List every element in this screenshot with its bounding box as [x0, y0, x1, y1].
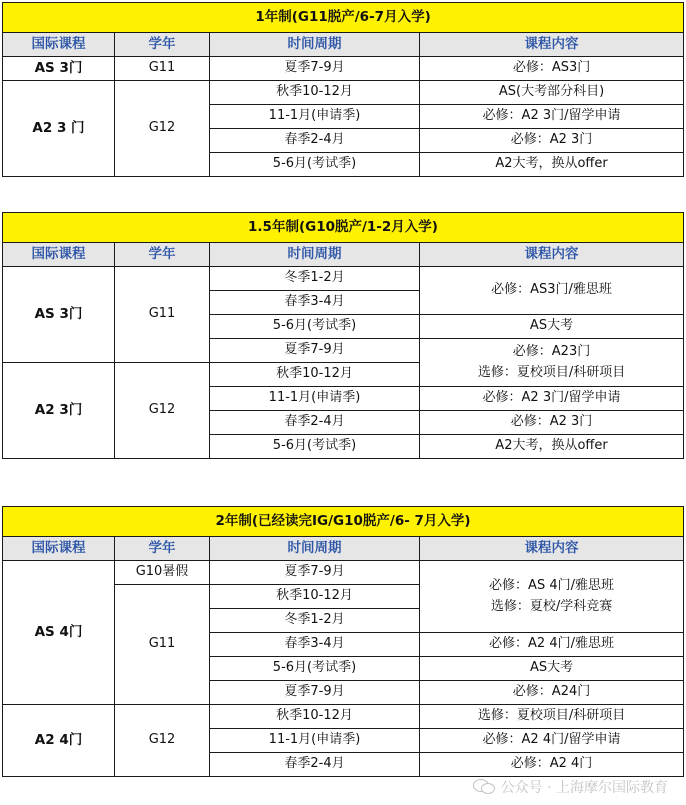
course-cell: AS 4门	[3, 561, 115, 705]
period-cell: 11-1月(申请季)	[210, 387, 420, 411]
header-course: 国际课程	[3, 537, 115, 561]
period-cell: 春季3-4月	[210, 633, 420, 657]
content-line: 选修：夏校项目/科研项目	[477, 364, 626, 380]
year-cell: G11	[115, 267, 210, 363]
content-cell: 必修：A2 3门/留学申请	[420, 387, 684, 411]
period-cell: 夏季7-9月	[210, 561, 420, 585]
year-cell: G12	[115, 363, 210, 459]
period-cell: 春季3-4月	[210, 291, 420, 315]
content-cell: AS(大考部分科目)	[420, 81, 684, 105]
period-cell: 5-6月(考试季)	[210, 435, 420, 459]
year-cell: G11	[115, 57, 210, 81]
header-content: 课程内容	[420, 537, 684, 561]
header-year: 学年	[115, 33, 210, 57]
content-line: 必修：AS 4门/雅思班	[489, 578, 614, 594]
content-cell: 必修：AS3门	[420, 57, 684, 81]
period-cell: 11-1月(申请季)	[210, 105, 420, 129]
content-cell: 必修：A24门	[420, 681, 684, 705]
content-cell	[420, 561, 684, 633]
content-cell: A2大考，换从offer	[420, 435, 684, 459]
year-cell: G12	[115, 81, 210, 177]
section-2	[0, 212, 686, 459]
section-title: 1年制(G11脱产/6-7月入学)	[3, 3, 684, 33]
section-3	[0, 506, 686, 777]
section-1	[0, 2, 686, 177]
content-cell: AS大考	[420, 657, 684, 681]
content-cell: 必修：A2 3门	[420, 129, 684, 153]
header-content: 课程内容	[420, 243, 684, 267]
content-line: 必修：A23门	[512, 344, 591, 360]
period-cell: 秋季10-12月	[210, 585, 420, 609]
course-cell: AS 3门	[3, 57, 115, 81]
content-cell	[420, 339, 684, 387]
course-cell: A2 4门	[3, 705, 115, 777]
course-cell: A2 3 门	[3, 81, 115, 177]
content-cell: 必修：A2 4门/雅思班	[420, 633, 684, 657]
header-course: 国际课程	[3, 243, 115, 267]
course-cell: AS 3门	[3, 267, 115, 363]
period-cell: 冬季1-2月	[210, 609, 420, 633]
period-cell: 秋季10-12月	[210, 81, 420, 105]
period-cell: 春季2-4月	[210, 753, 420, 777]
period-cell: 夏季7-9月	[210, 339, 420, 363]
header-year: 学年	[115, 537, 210, 561]
table-row	[3, 267, 684, 291]
table-row	[3, 81, 684, 105]
section-title: 2年制(已经读完IG/G10脱产/6- 7月入学)	[3, 507, 684, 537]
year-cell: G12	[115, 705, 210, 777]
header-course: 国际课程	[3, 33, 115, 57]
year-cell: G10暑假	[115, 561, 210, 585]
header-period: 时间周期	[210, 537, 420, 561]
period-cell: 夏季7-9月	[210, 57, 420, 81]
period-cell: 春季2-4月	[210, 411, 420, 435]
period-cell: 冬季1-2月	[210, 267, 420, 291]
content-cell: A2大考，换从offer	[420, 153, 684, 177]
content-cell: 必修：A2 4门	[420, 753, 684, 777]
table-row	[3, 57, 684, 81]
header-period: 时间周期	[210, 243, 420, 267]
header-content: 课程内容	[420, 33, 684, 57]
period-cell: 秋季10-12月	[210, 363, 420, 387]
schedule-table-3	[2, 506, 684, 777]
table-row	[3, 705, 684, 729]
header-period: 时间周期	[210, 33, 420, 57]
period-cell: 5-6月(考试季)	[210, 315, 420, 339]
wechat-icon	[473, 779, 495, 795]
year-cell: G11	[115, 585, 210, 705]
content-line: 选修：夏校/学科竞赛	[490, 598, 613, 614]
course-cell: A2 3门	[3, 363, 115, 459]
period-cell: 11-1月(申请季)	[210, 729, 420, 753]
content-cell: AS大考	[420, 315, 684, 339]
content-cell: 选修：夏校项目/科研项目	[420, 705, 684, 729]
section-title: 1.5年制(G10脱产/1-2月入学)	[3, 213, 684, 243]
content-cell: 必修：A2 4门/留学申请	[420, 729, 684, 753]
content-cell: 必修：A2 3门/留学申请	[420, 105, 684, 129]
period-cell: 夏季7-9月	[210, 681, 420, 705]
table-row	[3, 561, 684, 585]
watermark-text: 公众号 · 上海摩尔国际教育	[500, 780, 668, 796]
period-cell: 5-6月(考试季)	[210, 153, 420, 177]
schedule-table-1	[2, 2, 684, 177]
schedule-table-2	[2, 212, 684, 459]
period-cell: 春季2-4月	[210, 129, 420, 153]
header-year: 学年	[115, 243, 210, 267]
content-cell: 必修：AS3门/雅思班	[420, 267, 684, 315]
watermark	[473, 777, 668, 797]
period-cell: 秋季10-12月	[210, 705, 420, 729]
content-cell: 必修：A2 3门	[420, 411, 684, 435]
period-cell: 5-6月(考试季)	[210, 657, 420, 681]
